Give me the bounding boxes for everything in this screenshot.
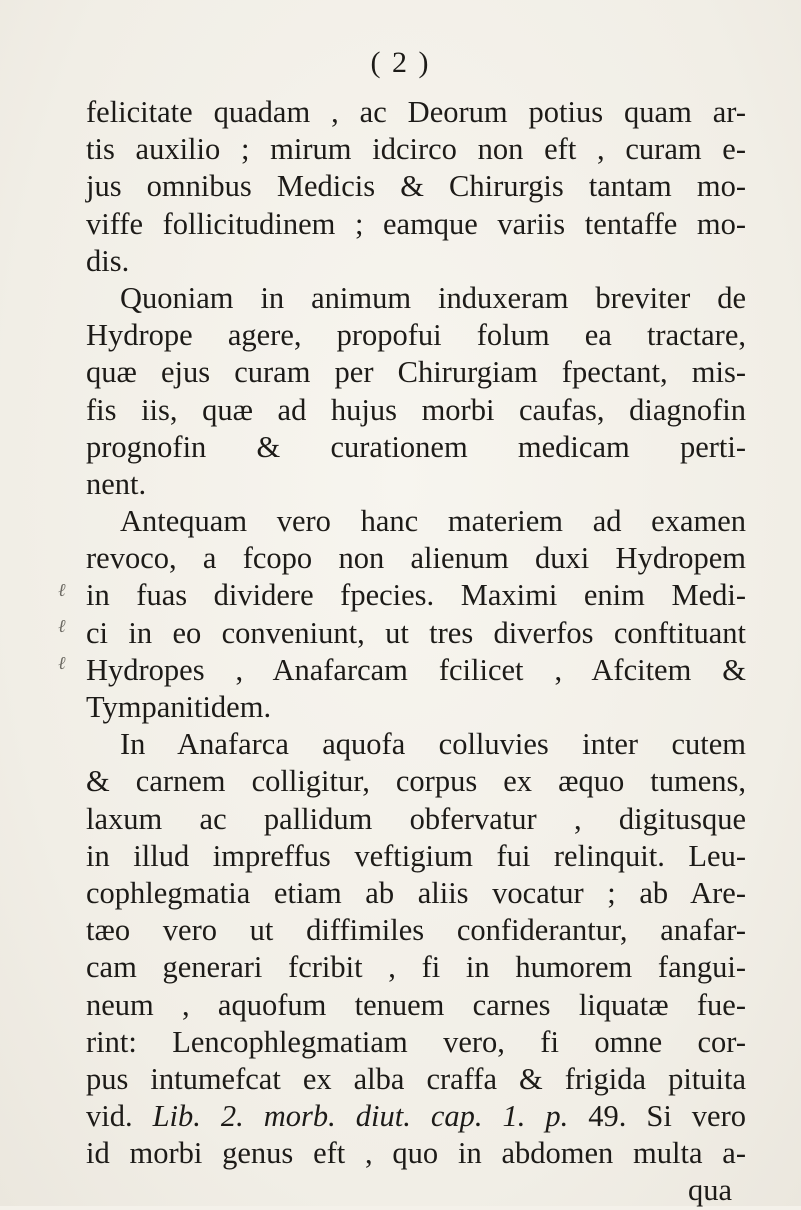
text-line: laxum ac pallidum obfervatur , digitusque: [86, 801, 746, 836]
text-line: Quoniam in animum induxeram breviter de: [120, 280, 746, 315]
text-line: in fuas dividere fpecies. Maximi enim Medi-: [86, 578, 746, 613]
text-line: cam generari fcribit , fi in humorem fangui-: [86, 950, 746, 985]
citation: Lib. 2. morb. diut. cap. 1. p.: [152, 1099, 569, 1134]
text-line: nent.: [86, 466, 147, 501]
text-line: viffe follicitudinem ; eamque variis tentaffe mo-: [86, 206, 746, 241]
text-line: Hydropes , Anafarcam fcilicet , Afcitem &: [86, 652, 746, 687]
text-line: quæ ejus curam per Chirurgiam fpectant, mis-: [86, 355, 746, 390]
text-line: & carnem colligitur, corpus ex æquo tumens,: [86, 764, 746, 799]
text-line: pus intumefcat ex alba craffa & frigida pituita: [86, 1061, 746, 1096]
reference-line: vid. Lib. 2. morb. diut. cap. 1. p. 49. Si vero: [86, 1099, 746, 1134]
text-line: jus omnibus Medicis & Chirurgis tantam mo-: [86, 169, 746, 204]
text-line: tæo vero ut diffimiles confiderantur, anafar-: [86, 913, 746, 948]
text-line: rint: Lencophlegmatiam vero, fi omne cor-: [86, 1024, 746, 1059]
text-line: In Anafarca aquofa colluvies inter cutem: [120, 727, 746, 762]
body-text: [86, 94, 746, 1210]
margin-mark: ℓ: [58, 580, 66, 600]
margin-mark: ℓ: [58, 653, 66, 673]
text-line: ci in eo conveniunt, ut tres diverfos conftituant: [86, 615, 746, 650]
margin-mark: ℓ: [58, 616, 66, 636]
text-line: Antequam vero hanc materiem ad examen: [120, 504, 746, 539]
text-line: cophlegmatia etiam ab aliis vocatur ; ab Are-: [86, 875, 746, 910]
catchword: qua: [687, 1173, 732, 1208]
text-line: prognofin & curationem medicam perti-: [86, 429, 746, 464]
text-line: in illud impreffus veftigium fui relinquit. Leu-: [86, 838, 746, 873]
text-line: dis.: [86, 243, 130, 278]
text-line: revoco, a fcopo non alienum duxi Hydropem: [86, 541, 746, 576]
page-number: ( 2 ): [370, 46, 431, 79]
text-line: Tympanitidem.: [86, 690, 272, 724]
text-line: Hydrope agere, propofui folum ea tractare,: [86, 318, 746, 353]
text-line: fis iis, quæ ad hujus morbi caufas, diagnofin: [86, 392, 746, 427]
text-line: id morbi genus eft , quo in abdomen multa a-: [86, 1136, 746, 1171]
text-line: felicitate quadam , ac Deorum potius quam ar-: [86, 95, 746, 129]
text-line: tis auxilio ; mirum idcirco non eft , curam e-: [86, 132, 746, 167]
text-line: neum , aquofum tenuem carnes liquatæ fue-: [86, 987, 746, 1022]
